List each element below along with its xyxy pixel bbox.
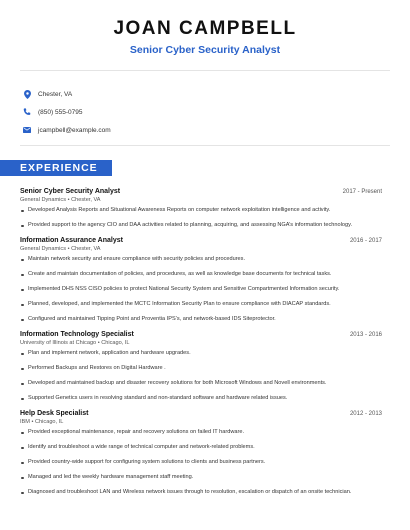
job-entry xyxy=(20,410,382,496)
job-company: General Dynamics • Chester, VA xyxy=(20,246,101,252)
job-bullet: Provided support to the agency CIO and DAA activities related to planning, acquiring, and assessing NGA’s information technology. xyxy=(20,222,382,229)
candidate-title: Senior Cyber Security Analyst xyxy=(129,44,281,56)
job-entry xyxy=(20,188,382,229)
experience-list xyxy=(0,188,410,496)
envelope-icon xyxy=(22,127,32,133)
job-title: Information Technology Specialist xyxy=(20,331,134,338)
contact-list xyxy=(0,71,410,145)
job-bullet: Managed and led the weekly hardware management staff meeting. xyxy=(20,474,382,481)
job-title: Information Assurance Analyst xyxy=(20,237,123,244)
job-header-row xyxy=(20,188,382,195)
location-text: Chester, VA xyxy=(38,90,73,98)
job-company: IBM • Chicago, IL xyxy=(20,419,64,425)
job-header-row xyxy=(20,237,382,244)
job-dates: 2017 - Present xyxy=(342,189,382,195)
job-header-row xyxy=(20,331,382,338)
email-text[interactable]: jcampbell@example.com xyxy=(38,126,111,134)
job-bullet: Maintain network security and ensure compliance with security policies and procedures. xyxy=(20,256,382,263)
contact-divider xyxy=(20,145,390,146)
job-entry xyxy=(20,237,382,323)
job-bullet: Planned, developed, and implemented the MCTC Information Security Plan to ensure compliance with DIACAP standards. xyxy=(20,301,382,308)
job-bullets xyxy=(20,256,382,323)
job-dates: 2016 - 2017 xyxy=(349,238,382,244)
job-bullet: Developed and maintained backup and disaster recovery solutions for both Microsoft Windows and Novell environments. xyxy=(20,380,382,387)
job-bullet: Performed Backups and Restores on Digital Hardware . xyxy=(20,365,382,372)
job-bullets xyxy=(20,350,382,402)
phone-text: (850) 555-0795 xyxy=(38,108,83,116)
job-bullet: Identify and troubleshoot a wide range of technical computer and network-related problems. xyxy=(20,444,382,451)
job-bullet: Provided exceptional maintenance, repair and recovery solutions on failed IT hardware. xyxy=(20,429,382,436)
contact-phone xyxy=(22,103,410,121)
job-title: Senior Cyber Security Analyst xyxy=(20,188,121,195)
job-bullet: Create and maintain documentation of policies, and procedures, as well as knowledge base documents for technical tasks. xyxy=(20,271,382,278)
job-bullet: Developed Analysis Reports and Situational Awareness Reports on computer network exploitation intelligence and activity. xyxy=(20,207,382,214)
job-bullet: Supported Genetics users in resolving standard and non-standard software and hardware related issues. xyxy=(20,395,382,402)
experience-heading: EXPERIENCE xyxy=(0,160,112,176)
contact-email xyxy=(22,121,410,139)
job-bullet: Configured and maintained Tipping Point and Proventia IPS’s, and network-based IDS Siteprotector. xyxy=(20,316,382,323)
job-title: Help Desk Specialist xyxy=(20,410,89,417)
job-company: University of Illinois at Chicago • Chicago, IL xyxy=(20,340,130,346)
candidate-name: JOAN CAMPBELL xyxy=(113,18,297,39)
map-pin-icon xyxy=(22,90,32,99)
job-header-row xyxy=(20,410,382,417)
job-bullet: Diagnosed and troubleshoot LAN and Wireless network issues through to resolution, escalation or dispatch of an onsite technician. xyxy=(20,489,382,496)
job-dates: 2012 - 2013 xyxy=(349,411,382,417)
contact-location xyxy=(22,85,410,103)
phone-icon xyxy=(22,108,32,116)
job-bullet: Implemented DHS NSS CISO policies to protect National Security System and Sensitive Compartmented Information security. xyxy=(20,286,382,293)
job-company: General Dynamics • Chester, VA xyxy=(20,197,101,203)
resume-header xyxy=(0,0,410,57)
job-entry xyxy=(20,331,382,402)
job-dates: 2013 - 2016 xyxy=(349,332,382,338)
job-bullet: Provided country-wide support for configuring system solutions to clients and business partners. xyxy=(20,459,382,466)
job-bullets xyxy=(20,429,382,496)
job-bullets xyxy=(20,207,382,229)
job-bullet: Plan and implement network, application and hardware upgrades. xyxy=(20,350,382,357)
